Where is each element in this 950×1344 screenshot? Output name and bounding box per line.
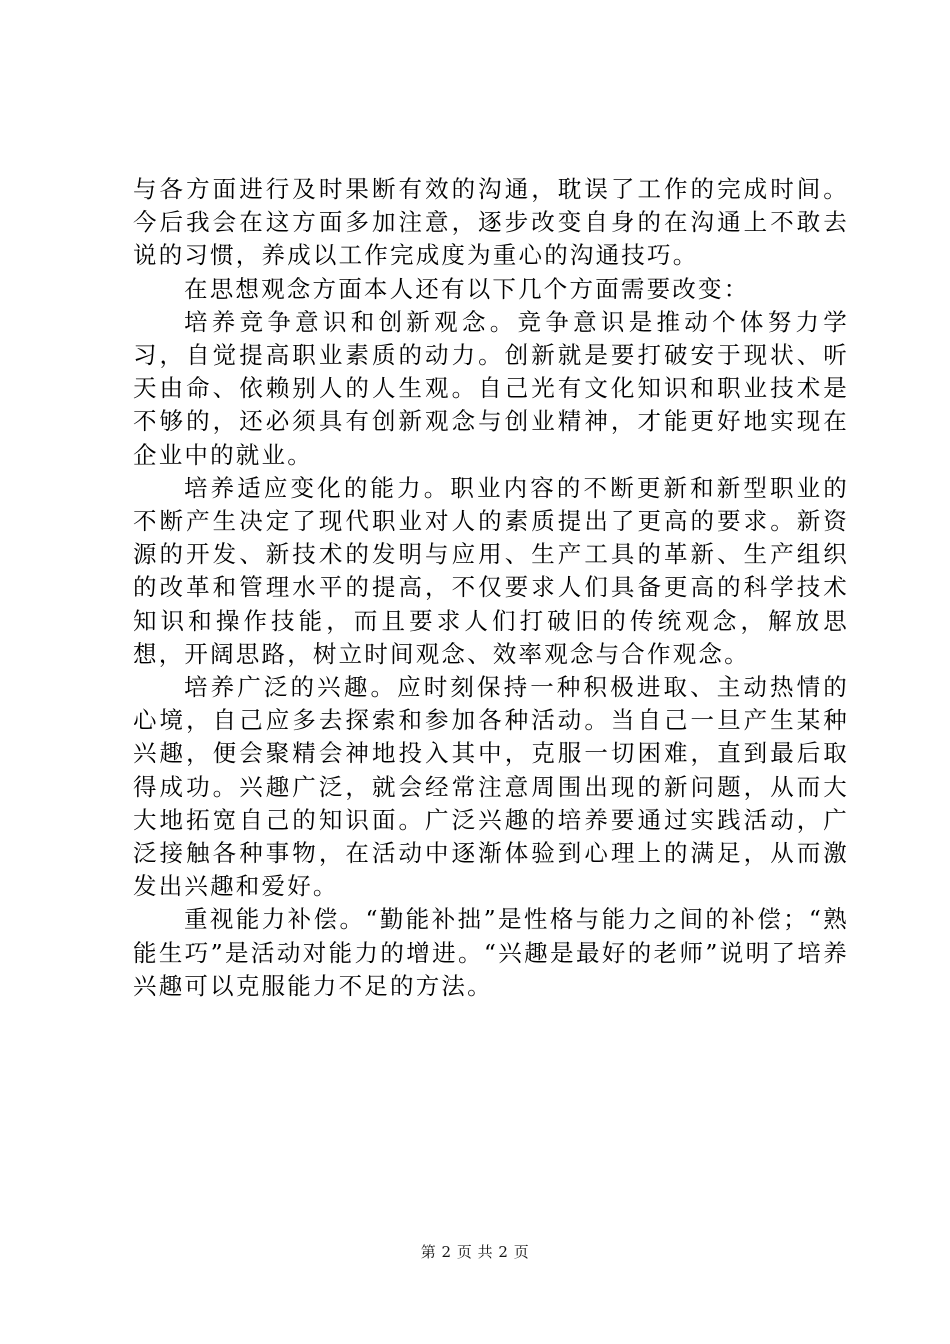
paragraph-1: 与各方面进行及时果断有效的沟通，耽误了工作的完成时间。今后我会在这方面多加注意，逐步改变自身的在沟通上不敢去说的习惯，养成以工作完成度为重心的沟通技巧。 — [133, 175, 849, 270]
paragraph-2: 在思想观念方面本人还有以下几个方面需要改变： — [184, 274, 750, 303]
paragraph-3: 培养竞争意识和创新观念。竞争意识是推动个体努力学习，自觉提高职业素质的动力。创新就是要打破安于现状、听天由命、依赖别人的人生观。自己光有文化知识和职业技术是不够的，还必须具有创新观念与创业精神，才能更好地实现在企业中的就业。 — [133, 307, 849, 469]
page-number-label: 第 2 页 共 2 页 — [420, 1243, 530, 1261]
paragraph-5: 培养广泛的兴趣。应时刻保持一种积极进取、主动热情的心境，自己应多去探索和参加各种活动。当自己一旦产生某种兴趣，便会聚精会神地投入其中，克服一切困难，直到最后取得成功。兴趣广泛，就会经常注意周围出现的新问题，从而大大地拓宽自己的知识面。广泛兴趣的培养要通过实践活动，广泛接触各种事物，在活动中逐渐体验到心理上的满足，从而激发出兴趣和爱好。 — [133, 673, 849, 901]
page-footer — [0, 1242, 950, 1262]
paragraph-4: 培养适应变化的能力。职业内容的不断更新和新型职业的不断产生决定了现代职业对人的素质提出了更高的要求。新资源的开发、新技术的发明与应用、生产工具的革新、生产组织的改革和管理水平的提高，不仅要求人们具备更高的科学技术知识和操作技能，而且要求人们打破旧的传统观念，解放思想，开阔思路，树立时间观念、效率观念与合作观念。 — [133, 473, 849, 668]
paragraph-6: 重视能力补偿。“勤能补拙”是性格与能力之间的补偿；“熟能生巧”是活动对能力的增进。“兴趣是最好的老师”说明了培养兴趣可以克服能力不足的方法。 — [133, 905, 849, 1000]
document-body — [133, 173, 849, 1003]
